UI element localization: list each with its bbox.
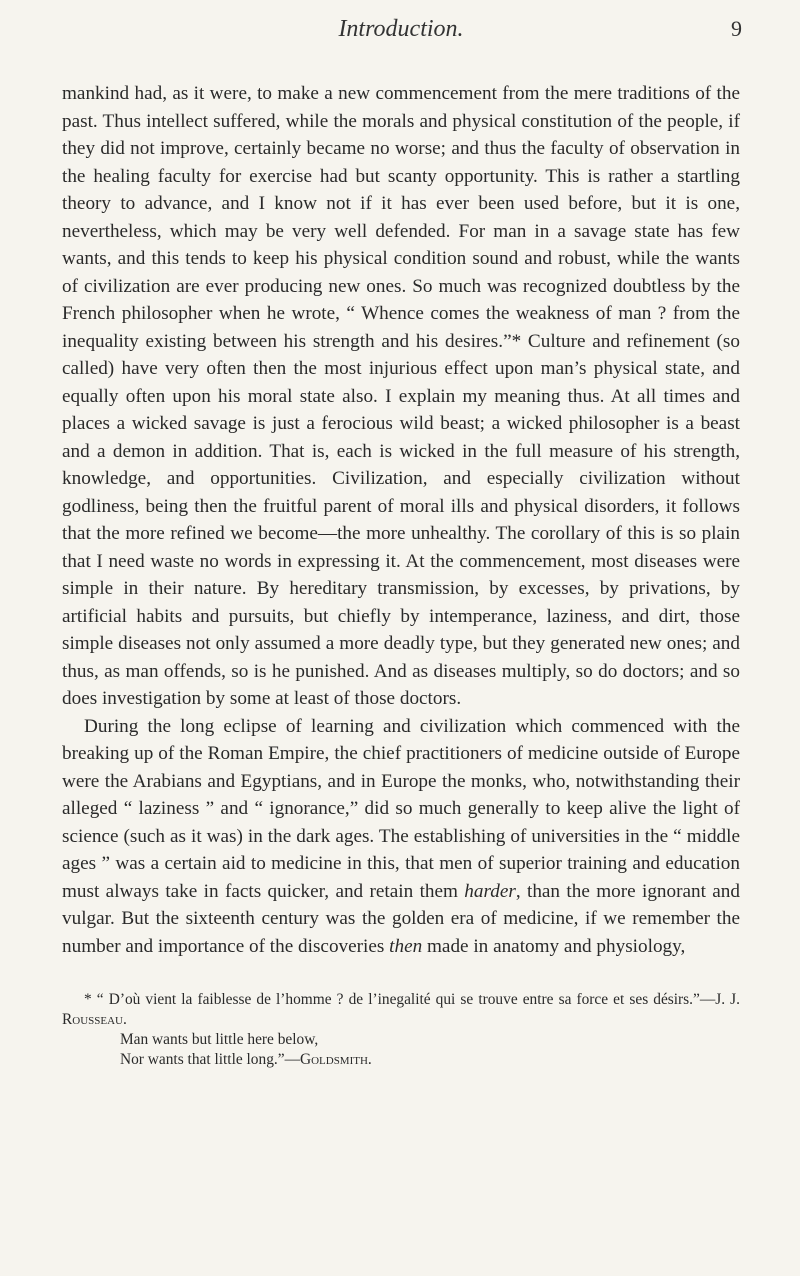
running-head: [62, 0, 740, 80]
footnote-quote-text: * “ D’où vient la faiblesse de l’homme ? de l’inegalité qui se trouve entre sa force et ses désirs.”—J. J.: [84, 991, 740, 1008]
verse-line-2-text: Nor wants that little long.”—: [120, 1051, 300, 1068]
footnote-author-goldsmith: Goldsmith: [299, 1051, 368, 1068]
running-title: Introduction.: [338, 16, 464, 42]
paragraph-2-text-a: During the long eclipse of learning and civilization which commenced with the breaking up of the Roman Empire, the chief practitioners of medicine outside of Europe were the Arabians and Egyptians, and in Europe the monks, who, notwithstanding their alleged “ laziness ” and “ ignorance,” did so much generally to keep alive the light of science (such as it was) in the dark ages. The establishing of universities in the “ middle ages ” was a certain aid to medicine in this, that men of superior training and education must always take in facts quicker, and retain them: [62, 715, 740, 902]
emphasis-harder: harder: [464, 880, 516, 902]
main-text: [62, 80, 740, 960]
paragraph-1: [62, 80, 740, 713]
footnote: [62, 990, 740, 1070]
footnote-quote: [62, 990, 740, 1030]
verse-line-1: Man wants but little here below,: [120, 1031, 319, 1048]
paragraph-1-text: mankind had, as it were, to make a new commencement from the mere traditions of the past. Thus intellect suffered, while the morals and physical constitution of the people, if they did not improve, certainly became no worse; and thus the faculty of observation in the healing faculty for exercise had but scanty opportunity. This is rather a startling theory to advance, and I know not if it has ever been used before, but it is one, nevertheless, which may be very well defended. For man in a savage state has few wants, and this tends to keep his physical condition sound and robust, while the wants of civilization are ever producing new ones. So much was recognized doubtless by the French philosopher when he wrote, “ Whence comes the weakness of man ? from the inequality existing between his strength and his desires.”* Culture and refinement (so called) have very often then the most injurious effect upon man’s physical state, and equally often upon his moral state also. I explain my meaning thus. At all times and places a wicked savage is just a ferocious wild beast; a wicked philosopher is a beast and a demon in addition. That is, each is wicked in the full measure of his strength, knowledge, and opportunities. Civilization, and especially civilization without godliness, being then the fruitful parent of moral ills and physical disorders, it follows that the more refined we become—the more unhealthy. The corollary of this is so plain that I need waste no words in expressing it. At the commencement, most diseases were simple in their nature. By hereditary transmission, by excesses, by privations, by artificial habits and pursuits, but chiefly by intemperance, laziness, and dirt, those simple diseases not only assumed a more deadly type, but they generated new ones; and thus, as man offends, so is he punished. And as diseases multiply, so do doctors; and so does investigation by some at least of those doctors.: [62, 83, 740, 709]
footnote-author-rousseau-end: .: [123, 1011, 127, 1028]
footnote-author-rousseau: Rousseau: [62, 1011, 123, 1028]
paragraph-2-text-e: made in anatomy and physiology,: [422, 935, 686, 957]
emphasis-then: then: [389, 935, 423, 957]
verse-line-2: [120, 1050, 740, 1070]
footnote-author-goldsmith-end: .: [367, 1051, 372, 1068]
paragraph-2-text-c: , than the more ignorant and vulgar. But the sixteenth century was the golden era of medicine, if we remember the number and importance of the discoveries: [62, 880, 740, 957]
page-number: 9: [731, 16, 742, 41]
paragraph-2: [62, 713, 740, 961]
footnote-verse: [120, 1030, 740, 1070]
